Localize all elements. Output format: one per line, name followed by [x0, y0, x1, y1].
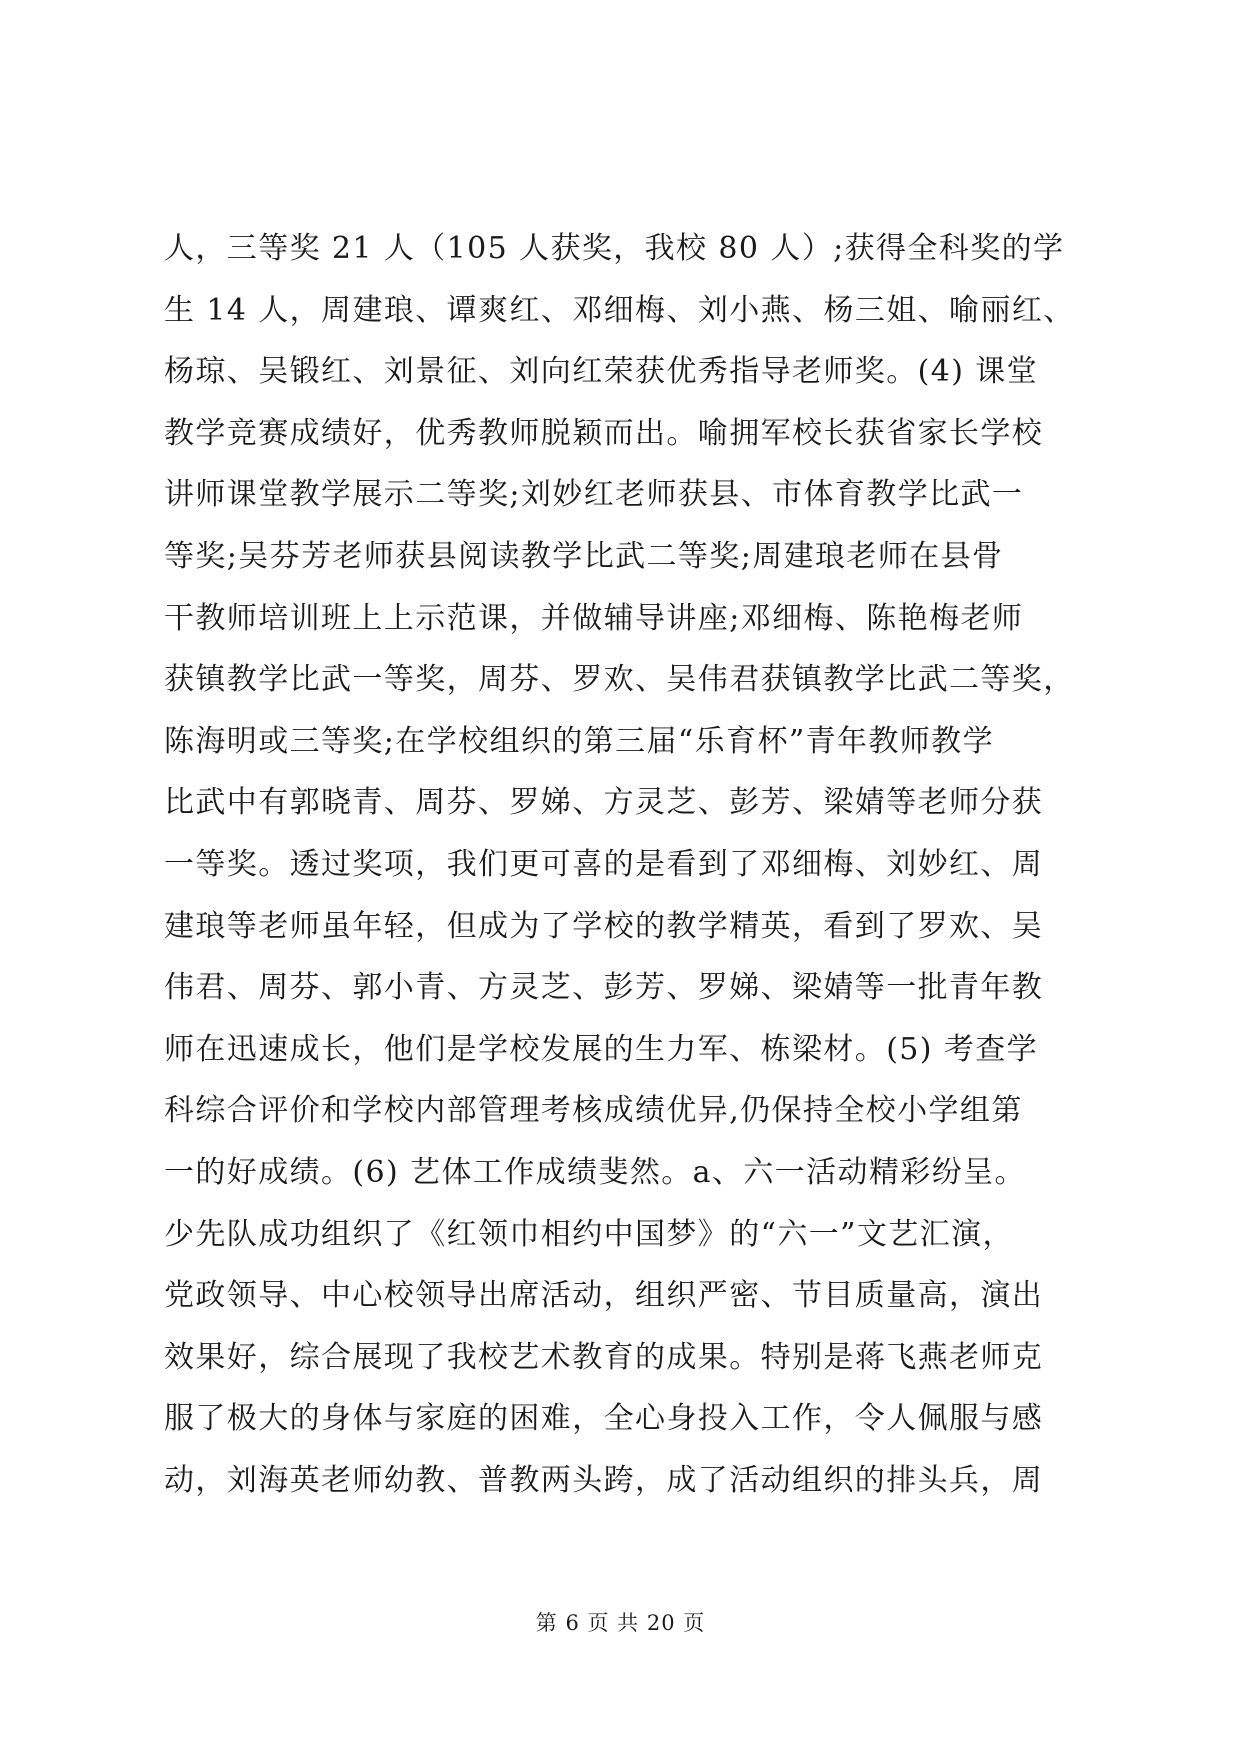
- text-line: 杨琼、吴锻红、刘景征、刘向红荣获优秀指导老师奖。(4) 课堂: [164, 354, 1039, 390]
- text-line: 人，三等奖 21 人（105 人获奖，我校 80 人）;获得全科奖的学: [164, 231, 1065, 266]
- text-line: 讲师课堂教学展示二等奖;刘妙红老师获县、市体育教学比武一: [164, 477, 1024, 513]
- body-paragraph: [164, 218, 1084, 1511]
- text-line: 伟君、周芬、郭小青、方灵芝、彭芳、罗娣、梁婧等一批青年教: [164, 970, 1044, 1006]
- text-line: 师在迅速成长，他们是学校发展的生力军、栋梁材。(5) 考查学: [164, 1031, 1039, 1067]
- text-line: 建琅等老师虽年轻，但成为了学校的教学精英，看到了罗欢、吴: [164, 908, 1044, 944]
- text-line: 少先队成功组织了《红领巾相约中国梦》的“六一”文艺汇演，: [164, 1216, 1014, 1252]
- text-line: 党政领导、中心校领导出席活动，组织严密、节目质量高，演出: [164, 1278, 1044, 1314]
- text-line: 生 14 人，周建琅、谭爽红、邓细梅、刘小燕、杨三姐、喻丽红、: [164, 292, 1075, 328]
- text-line: 一等奖。透过奖项，我们更可喜的是看到了邓细梅、刘妙红、周: [164, 846, 1044, 882]
- text-line: 比武中有郭晓青、周芬、罗娣、方灵芝、彭芳、梁婧等老师分获: [164, 785, 1044, 821]
- text-line: 一的好成绩。(6) 艺体工作成绩斐然。a、六一活动精彩纷呈。: [164, 1154, 1026, 1190]
- text-line: 陈海明或三等奖;在学校组织的第三届“乐育杯”青年教师教学: [164, 723, 994, 759]
- text-line: 等奖;吴芬芳老师获县阅读教学比武二等奖;周建琅老师在县骨: [164, 538, 1004, 574]
- text-line: 科综合评价和学校内部管理考核成绩优异,仍保持全校小学组第: [164, 1093, 1023, 1129]
- text-line: 效果好，综合展现了我校艺术教育的成果。特别是蒋飞燕老师克: [164, 1339, 1044, 1375]
- text-line: 获镇教学比武一等奖，周芬、罗欢、吴伟君获镇教学比武二等奖，: [164, 662, 1075, 698]
- text-line: 动，刘海英老师幼教、普教两头跨，成了活动组织的排头兵，周: [164, 1462, 1044, 1498]
- text-line: 干教师培训班上上示范课，并做辅导讲座;邓细梅、陈艳梅老师: [164, 600, 1024, 636]
- page-number-footer: 第 6 页 共 20 页: [535, 1611, 706, 1635]
- text-line: 服了极大的身体与家庭的困难，全心身投入工作，令人佩服与感: [164, 1401, 1044, 1437]
- text-line: 教学竞赛成绩好，优秀教师脱颖而出。喻拥军校长获省家长学校: [164, 415, 1044, 451]
